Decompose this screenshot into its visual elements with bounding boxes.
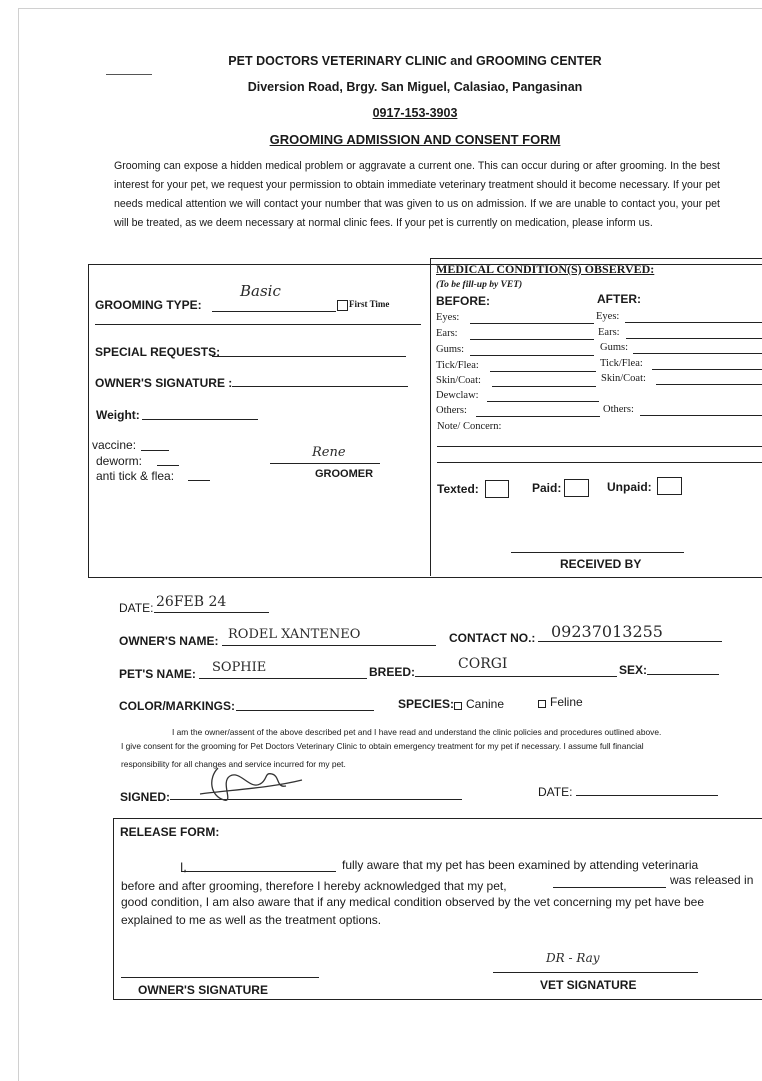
note-line-1[interactable] <box>437 446 762 447</box>
owner-name-label: OWNER'S NAME: <box>119 634 219 648</box>
form-title: GROOMING ADMISSION AND CONSENT FORM <box>269 132 561 147</box>
unpaid-checkbox[interactable] <box>657 477 682 495</box>
groomer-signature: Rene <box>312 445 346 460</box>
medical-subtitle: (To be fill-up by VET) <box>436 280 523 290</box>
species-label: SPECIES: <box>398 697 455 711</box>
note-line-2[interactable] <box>437 462 762 463</box>
corner-mark <box>106 74 152 75</box>
after-skin-line[interactable] <box>656 384 762 385</box>
before-label: BEFORE: <box>436 294 490 308</box>
contact-value[interactable]: 09237013255 <box>551 622 663 641</box>
after-eyes-label: Eyes: <box>596 311 620 322</box>
texted-label: Texted: <box>437 482 479 496</box>
owner-signature-scribble <box>190 760 310 810</box>
special-requests-line[interactable] <box>212 356 406 357</box>
before-skin-line[interactable] <box>492 386 596 387</box>
groomer-line[interactable] <box>270 463 380 464</box>
sex-label: SEX: <box>619 663 648 677</box>
vet-signature: DR - Ray <box>546 951 600 965</box>
unpaid-label: Unpaid: <box>607 480 652 494</box>
clinic-phone: 0917-153-3903 <box>372 106 458 120</box>
before-tick-label: Tick/Flea: <box>436 360 479 371</box>
date-line <box>154 612 269 613</box>
contact-label: CONTACT NO.: <box>449 631 536 645</box>
signed-label: SIGNED: <box>120 790 171 804</box>
grooming-type-value[interactable]: Basic <box>240 282 281 300</box>
after-ears-line[interactable] <box>626 338 762 339</box>
weight-label: Weight: <box>96 408 140 422</box>
intro-paragraph: Grooming can expose a hidden medical problem or aggravate a current one. This can occur during or after grooming. In the best interest for your pet, we request your permission to obtain immediate veterinary treatment should it become necessary. If your pet needs medical attention we will contact your number that was given to us on admission. If we are unable to contact you, your pet will be treated, as we deem necessary at normal clinic fees. If your pet is currently on medication, please inform us. <box>114 160 720 229</box>
clinic-address: Diversion Road, Brgy. San Miguel, Calasiao, Pangasinan <box>247 80 583 94</box>
breed-line <box>415 676 617 677</box>
color-label: COLOR/MARKINGS: <box>119 699 235 713</box>
paid-checkbox[interactable] <box>564 479 589 497</box>
special-requests-label: SPECIAL REQUESTS: <box>95 345 221 359</box>
first-time-checkbox[interactable] <box>337 300 348 311</box>
pet-name-value[interactable]: SOPHIE <box>212 660 267 675</box>
canine-checkbox[interactable] <box>454 702 462 710</box>
before-eyes-label: Eyes: <box>436 312 460 323</box>
before-dewclaw-label: Dewclaw: <box>436 390 479 401</box>
vet-sign-label: VET SIGNATURE <box>540 978 637 992</box>
grooming-extra-line <box>95 324 421 325</box>
consent-line-1: I am the owner/assent of the above described pet and I have read and understand the clinic policies and procedures outlined above. <box>172 727 662 737</box>
color-line[interactable] <box>236 710 374 711</box>
vaccine-line[interactable] <box>141 450 169 451</box>
release-title: RELEASE FORM: <box>120 825 220 839</box>
sex-line[interactable] <box>647 674 719 675</box>
before-ears-line[interactable] <box>470 339 594 340</box>
owner-signature-label: OWNER'S SIGNATURE : <box>95 376 233 390</box>
vet-sign-line[interactable] <box>493 972 698 973</box>
contact-line <box>538 641 722 642</box>
consent-line-3: responsibility for all changes and service incurred for my pet. <box>121 759 346 769</box>
vaccine-label: vaccine: <box>92 438 137 452</box>
after-tick-label: Tick/Flea: <box>600 358 643 369</box>
release-line1-end: fully aware that my pet has been examined by attending veterinaria <box>342 858 699 872</box>
after-gums-line[interactable] <box>633 353 762 354</box>
after-skin-label: Skin/Coat: <box>601 373 646 384</box>
anti-tick-line[interactable] <box>188 480 210 481</box>
grooming-type-line <box>212 311 336 312</box>
after-others-line[interactable] <box>640 415 762 416</box>
before-others-line[interactable] <box>476 416 600 417</box>
clinic-name: PET DOCTORS VETERINARY CLINIC and GROOMING CENTER <box>228 54 602 68</box>
pet-name-label: PET'S NAME: <box>119 667 196 681</box>
after-ears-label: Ears: <box>598 327 620 338</box>
date-label: DATE: <box>119 601 154 615</box>
release-line2-start: before and after grooming, therefore I hereby acknowledged that my pet, <box>121 879 507 893</box>
release-line2-end: was released in <box>670 873 754 887</box>
release-line1-start: I, <box>180 860 187 874</box>
texted-checkbox[interactable] <box>485 480 509 498</box>
deworm-label: deworm: <box>96 454 143 468</box>
before-tick-line[interactable] <box>490 371 596 372</box>
deworm-line[interactable] <box>157 465 179 466</box>
before-ears-label: Ears: <box>436 328 458 339</box>
grooming-type-label: GROOMING TYPE: <box>95 298 202 312</box>
feline-checkbox[interactable] <box>538 700 546 708</box>
release-line3: good condition, I am also aware that if any medical condition observed by the vet concerning my pet have bee <box>121 895 705 909</box>
date2-line[interactable] <box>576 795 718 796</box>
before-skin-label: Skin/Coat: <box>436 375 481 386</box>
before-gums-line[interactable] <box>470 355 594 356</box>
paid-label: Paid: <box>532 481 562 495</box>
after-eyes-line[interactable] <box>625 322 762 323</box>
note-concern-label: Note/ Concern: <box>437 421 502 432</box>
release-line4: explained to me as well as the treatment options. <box>121 913 382 927</box>
release-pet-line[interactable] <box>553 887 666 888</box>
received-by-line[interactable] <box>511 552 684 553</box>
before-others-label: Others: <box>436 405 467 416</box>
after-tick-line[interactable] <box>652 369 762 370</box>
after-others-label: Others: <box>603 404 634 415</box>
date2-label: DATE: <box>538 785 573 799</box>
owner-name-value[interactable]: RODEL XANTENEO <box>228 627 361 642</box>
pet-name-line <box>199 678 367 679</box>
anti-tick-label: anti tick & flea: <box>96 469 175 483</box>
received-by-label: RECEIVED BY <box>560 557 642 571</box>
consent-line-2: I give consent for the grooming for Pet Doctors Veterinary Clinic to obtain emergency treatment for my pet if necessary. I assume full financial <box>121 741 644 751</box>
weight-line[interactable] <box>142 419 258 420</box>
feline-label: Feline <box>550 695 583 709</box>
medical-title: MEDICAL CONDITION(S) OBSERVED: <box>436 262 655 276</box>
before-gums-label: Gums: <box>436 344 465 355</box>
before-dewclaw-line[interactable] <box>487 401 599 402</box>
owner-signature-line[interactable] <box>232 386 408 387</box>
release-owner-sign-label: OWNER'S SIGNATURE <box>138 983 268 997</box>
box-top-right <box>430 258 762 259</box>
release-owner-name-line[interactable] <box>181 871 336 872</box>
breed-label: BREED: <box>369 665 416 679</box>
first-time-label: First Time <box>349 299 390 309</box>
box-divider <box>430 258 431 576</box>
after-label: AFTER: <box>597 292 641 306</box>
canine-label: Canine <box>466 697 505 711</box>
after-gums-label: Gums: <box>600 342 629 353</box>
release-owner-sign-line[interactable] <box>121 977 319 978</box>
before-eyes-line[interactable] <box>470 323 594 324</box>
breed-value[interactable]: CORGI <box>458 656 508 672</box>
groomer-label: GROOMER <box>315 468 374 480</box>
date-value[interactable]: 26FEB 24 <box>156 594 227 610</box>
owner-name-line <box>222 645 436 646</box>
